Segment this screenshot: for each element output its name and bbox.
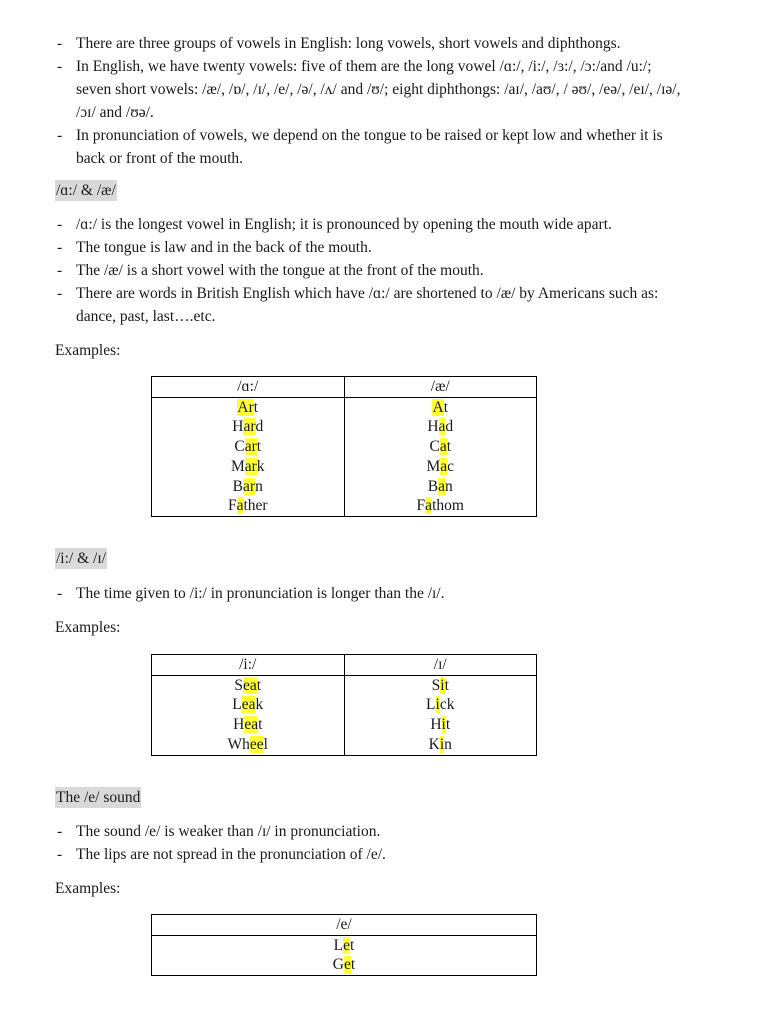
- list-item: - The sound /e/ is weaker than /ɪ/ in pronunciation.: [55, 820, 685, 843]
- table-cell: [344, 417, 537, 437]
- table-cell: [152, 955, 537, 975]
- word-part: S: [234, 676, 244, 694]
- table-cell: [152, 675, 345, 695]
- table-cell: [152, 735, 345, 755]
- word-part: l: [263, 735, 268, 753]
- table-cell: [152, 695, 345, 715]
- word-part: k: [256, 457, 265, 475]
- word-part: t: [446, 438, 452, 456]
- table-header-row: [152, 377, 537, 398]
- vowel-highlight: ar: [244, 438, 257, 456]
- word-part: L: [426, 696, 436, 714]
- examples-table: [151, 376, 537, 517]
- vowel-highlight: ar: [243, 477, 256, 495]
- vowel-highlight: i: [439, 735, 445, 753]
- word-part: thom: [432, 497, 464, 515]
- table-row: [152, 955, 537, 975]
- word-part: d: [255, 418, 264, 436]
- table-cell: [344, 397, 537, 417]
- word-part: M: [230, 457, 245, 475]
- list-item: - In English, we have twenty vowels: five of them are the long vowel /ɑ:/, /i:/, /ɜ:/, /ɔ:/and /u:/; seven short vowels: /æ/, /ɒ/, /ɪ/, /e/, /ə/, /ʌ/ and /ʊ/; eight diphthongs: /aɪ/, /aʊ/, / əʊ/, /eə/, /eɪ/, /ɪə/, /ɔɪ/ and /ʊə/.: [55, 55, 685, 124]
- table-row: [152, 477, 537, 497]
- word-part: n: [255, 477, 263, 495]
- vowel-highlight: Ar: [237, 398, 254, 416]
- word-part: C: [234, 438, 245, 456]
- word-part: t: [258, 716, 263, 734]
- word-part: k: [255, 696, 264, 714]
- table-header-row: [152, 915, 537, 936]
- word-part: K: [428, 735, 440, 753]
- examples-label: Examples:: [55, 619, 121, 636]
- word-part: L: [333, 936, 344, 954]
- vowel-highlight: A: [432, 398, 444, 416]
- section-1-list: [55, 213, 685, 328]
- table-cell: [344, 477, 537, 497]
- word-part: G: [332, 956, 344, 974]
- list-item: - The tongue is law and in the back of the mouth.: [55, 236, 685, 259]
- word-part: F: [416, 497, 426, 515]
- word-part: t: [444, 676, 449, 694]
- section-heading: /i:/ & /ɪ/: [56, 550, 106, 567]
- word-part: n: [444, 477, 453, 495]
- table-row: [152, 417, 537, 437]
- table-cell: [152, 417, 345, 437]
- table-cell: [344, 715, 537, 735]
- column-header: /æ/: [344, 377, 537, 398]
- column-header: /i:/: [152, 655, 345, 676]
- vowel-highlight: a: [425, 497, 433, 515]
- vowel-highlight: i: [441, 716, 446, 734]
- vowel-highlight: ea: [244, 716, 259, 734]
- table-cell: [152, 457, 345, 477]
- table-row: [152, 496, 537, 516]
- word-part: t: [256, 676, 262, 694]
- word-part: L: [232, 696, 242, 714]
- vowel-highlight: ar: [243, 418, 256, 436]
- column-header: /ɪ/: [344, 655, 537, 676]
- word-part: S: [431, 676, 441, 694]
- table-cell: [152, 935, 537, 955]
- examples-table: [151, 914, 537, 976]
- table-cell: [344, 457, 537, 477]
- table-header-row: [152, 655, 537, 676]
- vowel-highlight: a: [438, 418, 446, 436]
- section-3-list: [55, 820, 685, 866]
- vowel-highlight: ea: [243, 676, 257, 694]
- vowel-highlight: e: [344, 956, 351, 974]
- table-cell: [152, 477, 345, 497]
- table-row: [152, 457, 537, 477]
- word-part: t: [350, 956, 356, 974]
- list-item: - The lips are not spread in the pronunciation of /e/.: [55, 843, 685, 866]
- vowel-highlight: a: [440, 457, 448, 475]
- word-part: H: [232, 418, 244, 436]
- column-header: /e/: [152, 915, 537, 936]
- list-item: - The time given to /i:/ in pronunciation is longer than the /ɪ/.: [55, 582, 685, 605]
- word-part: c: [447, 457, 455, 475]
- list-item: - In pronunciation of vowels, we depend on the tongue to be raised or kept low and whether it is back or front of the mouth.: [55, 124, 685, 170]
- table-cell: [344, 695, 537, 715]
- section-heading: The /e/ sound: [56, 789, 141, 806]
- intro-list: [55, 32, 685, 170]
- word-part: Wh: [227, 735, 250, 753]
- table-cell: [152, 397, 345, 417]
- word-part: ther: [243, 497, 268, 515]
- vowel-highlight: a: [236, 497, 244, 515]
- word-part: H: [430, 716, 442, 734]
- word-part: d: [445, 418, 454, 436]
- table-row: [152, 437, 537, 457]
- table-row: [152, 695, 537, 715]
- vowel-highlight: ar: [244, 457, 257, 475]
- word-part: t: [350, 936, 355, 954]
- table-row: [152, 397, 537, 417]
- vowel-highlight: ea: [241, 696, 256, 714]
- vowel-highlight: ee: [249, 735, 264, 753]
- table-row: [152, 735, 537, 755]
- examples-label: Examples:: [55, 880, 121, 897]
- table-cell: [152, 715, 345, 735]
- list-item: - There are three groups of vowels in English: long vowels, short vowels and diphthongs.: [55, 32, 685, 55]
- word-part: t: [443, 398, 448, 416]
- section-heading: /ɑ:/ & /æ/: [56, 182, 116, 199]
- word-part: n: [444, 735, 452, 753]
- table-cell: [152, 496, 345, 516]
- list-item: - The /æ/ is a short vowel with the tongue at the front of the mouth.: [55, 259, 685, 282]
- table-cell: [152, 437, 345, 457]
- examples-table: [151, 654, 537, 756]
- vowel-highlight: i: [435, 696, 440, 714]
- word-part: t: [256, 438, 262, 456]
- vowel-highlight: e: [343, 936, 351, 954]
- table-row: [152, 715, 537, 735]
- word-part: ck: [439, 696, 455, 714]
- section-2-list: [55, 582, 685, 605]
- column-header: /ɑ:/: [152, 377, 345, 398]
- word-part: t: [445, 716, 451, 734]
- table-cell: [344, 735, 537, 755]
- word-part: H: [427, 418, 439, 436]
- vowel-highlight: i: [440, 676, 445, 694]
- word-part: H: [233, 716, 245, 734]
- vowel-highlight: a: [438, 477, 445, 495]
- list-item: - /ɑ:/ is the longest vowel in English; it is pronounced by opening the mouth wide apart.: [55, 213, 685, 236]
- word-part: t: [253, 398, 259, 416]
- list-item: - There are words in British English which have /ɑ:/ are shortened to /æ/ by Americans such as: dance, past, last….etc.: [55, 282, 685, 328]
- examples-label: Examples:: [55, 342, 121, 359]
- word-part: M: [426, 457, 441, 475]
- word-part: C: [429, 438, 440, 456]
- vowel-highlight: a: [439, 438, 447, 456]
- table-cell: [344, 675, 537, 695]
- word-part: B: [232, 477, 244, 495]
- word-part: F: [227, 497, 237, 515]
- word-part: B: [427, 477, 439, 495]
- table-cell: [344, 437, 537, 457]
- table-row: [152, 675, 537, 695]
- table-row: [152, 935, 537, 955]
- table-cell: [344, 496, 537, 516]
